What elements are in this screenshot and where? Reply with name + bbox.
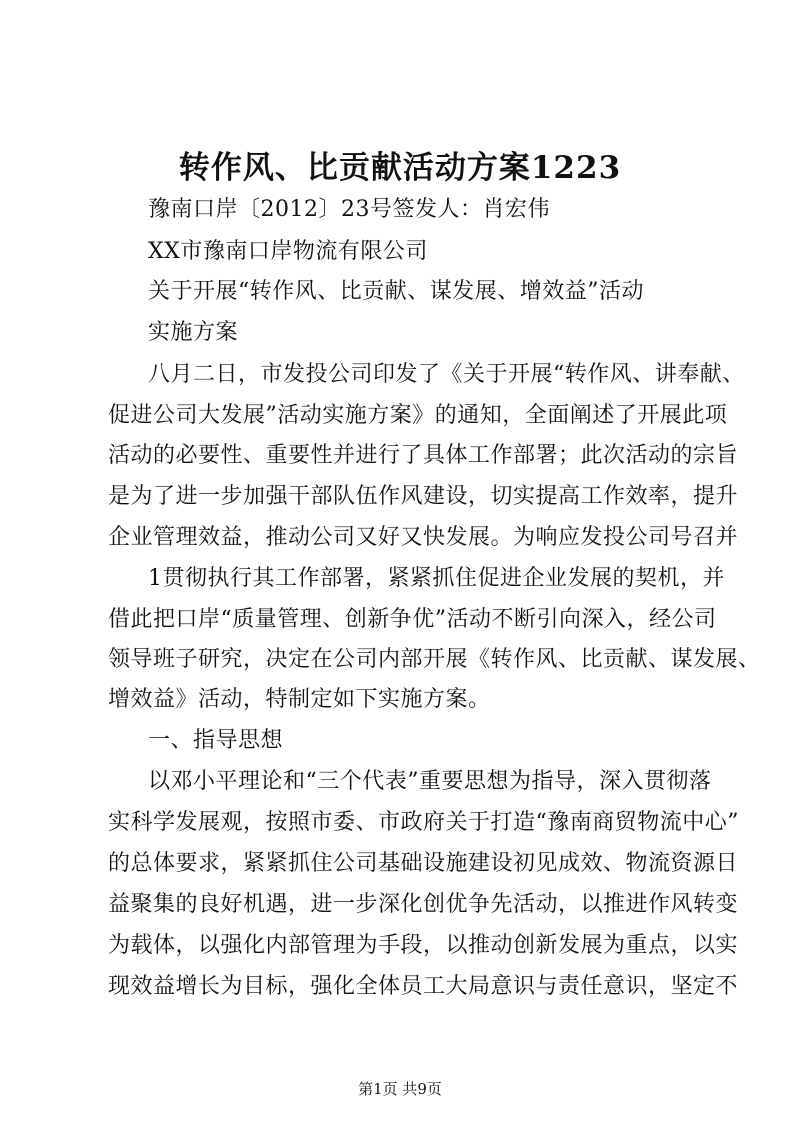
header-line: 豫南口岸〔2012〕23号签发人：肖宏伟	[148, 197, 550, 222]
header-line: 实施方案	[148, 320, 239, 345]
section-heading: 一、指导思想	[148, 728, 284, 753]
body-line: 现效益增长为目标，强化全体员工大局意识与责任意识，坚定不	[108, 974, 739, 999]
body-line: 八月二日，市发投公司印发了《关于开展“转作风、讲奉献、	[148, 362, 745, 387]
body-line: 益聚集的良好机遇，进一步深化创优争先活动，以推进作风转变	[108, 892, 739, 917]
body-line: 企业管理效益，推动公司又好又快发展。为响应发投公司号召并	[108, 525, 739, 550]
body-line: 活动的必要性、重要性并进行了具体工作部署；此次活动的宗旨	[108, 443, 739, 468]
body-line: 1贯彻执行其工作部署，紧紧抓住促进企业发展的契机，并	[148, 566, 725, 591]
body-line: 增效益》活动，特制定如下实施方案。	[108, 687, 491, 712]
body-line: 实科学发展观，按照市委、市政府关于打造“豫南商贸物流中心”	[108, 810, 739, 835]
body-line: 促进公司大发展”活动实施方案》的通知，全面阐述了开展此项	[108, 403, 728, 428]
page-footer: 第1页 共9页	[358, 1080, 442, 1098]
body-line: 借此把口岸“质量管理、创新争优”活动不断引向深入，经公司	[108, 607, 717, 632]
header-line: 关于开展“转作风、比贡献、谋发展、增效益”活动	[148, 279, 644, 304]
body-line: 的总体要求，紧紧抓住公司基础设施建设初见成效、物流资源日	[108, 851, 739, 876]
document-title: 转作风、比贡献活动方案1223	[178, 150, 622, 186]
body-line: 领导班子研究，决定在公司内部开展《转作风、比贡献、谋发展、	[108, 647, 761, 672]
header-line: XX市豫南口岸物流有限公司	[148, 239, 428, 264]
body-line: 以邓小平理论和“三个代表”重要思想为指导，深入贯彻落	[148, 769, 712, 794]
body-line: 为载体，以强化内部管理为手段，以推动创新发展为重点，以实	[108, 933, 739, 958]
body-line: 是为了进一步加强干部队伍作风建设，切实提高工作效率，提升	[108, 484, 739, 509]
